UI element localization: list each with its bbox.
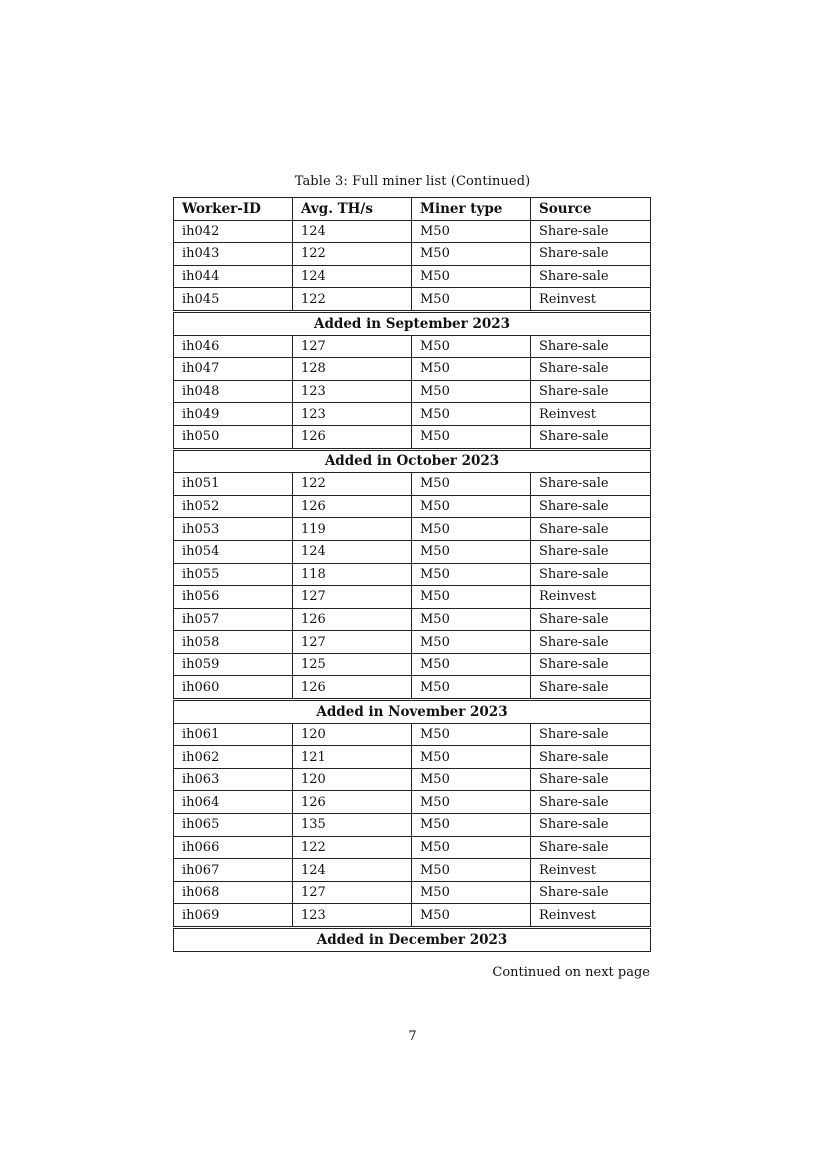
table-caption: Table 3: Full miner list (Continued) [294, 174, 531, 189]
source-cell: Share-sale [531, 518, 651, 541]
miner-table [173, 197, 651, 952]
table-row [174, 653, 651, 676]
avg-ths-cell: 124 [293, 859, 412, 882]
miner-type-cell: M50 [412, 881, 531, 904]
source-cell: Share-sale [531, 563, 651, 586]
miner-type-cell: M50 [412, 586, 531, 609]
source-cell: Reinvest [531, 586, 651, 609]
worker-id-cell: ih043 [174, 243, 293, 266]
worker-id-cell: ih068 [174, 881, 293, 904]
avg-ths-cell: 126 [293, 608, 412, 631]
avg-ths-cell: 121 [293, 746, 412, 769]
worker-id-cell: ih059 [174, 653, 293, 676]
worker-id-cell: ih052 [174, 495, 293, 518]
worker-id-cell: ih062 [174, 746, 293, 769]
source-cell: Share-sale [531, 495, 651, 518]
source-cell: Reinvest [531, 859, 651, 882]
miner-type-cell: M50 [412, 243, 531, 266]
miner-type-cell: M50 [412, 563, 531, 586]
column-header-miner-type: Miner type [412, 198, 531, 221]
source-cell: Share-sale [531, 836, 651, 859]
miner-type-cell: M50 [412, 540, 531, 563]
avg-ths-cell: 126 [293, 791, 412, 814]
worker-id-cell: ih048 [174, 380, 293, 403]
table-row [174, 243, 651, 266]
avg-ths-cell: 124 [293, 540, 412, 563]
table-row [174, 586, 651, 609]
miner-type-cell: M50 [412, 335, 531, 358]
miner-type-cell: M50 [412, 358, 531, 381]
source-cell: Share-sale [531, 380, 651, 403]
section-heading: Added in December 2023 [174, 929, 651, 952]
worker-id-cell: ih065 [174, 814, 293, 837]
avg-ths-cell: 127 [293, 586, 412, 609]
worker-id-cell: ih066 [174, 836, 293, 859]
worker-id-cell: ih057 [174, 608, 293, 631]
table-row [174, 425, 651, 448]
table-header-row [174, 198, 651, 221]
miner-type-cell: M50 [412, 425, 531, 448]
worker-id-cell: ih042 [174, 220, 293, 243]
avg-ths-cell: 123 [293, 380, 412, 403]
miner-type-cell: M50 [412, 518, 531, 541]
worker-id-cell: ih069 [174, 904, 293, 927]
worker-id-cell: ih060 [174, 676, 293, 699]
miner-type-cell: M50 [412, 631, 531, 654]
miner-type-cell: M50 [412, 676, 531, 699]
avg-ths-cell: 135 [293, 814, 412, 837]
table-row [174, 220, 651, 243]
miner-type-cell: M50 [412, 836, 531, 859]
source-cell: Share-sale [531, 881, 651, 904]
worker-id-cell: ih053 [174, 518, 293, 541]
source-cell: Share-sale [531, 653, 651, 676]
source-cell: Share-sale [531, 473, 651, 496]
avg-ths-cell: 123 [293, 403, 412, 426]
source-cell: Share-sale [531, 358, 651, 381]
table-row [174, 563, 651, 586]
worker-id-cell: ih045 [174, 288, 293, 311]
source-cell: Share-sale [531, 335, 651, 358]
avg-ths-cell: 127 [293, 631, 412, 654]
miner-type-cell: M50 [412, 746, 531, 769]
worker-id-cell: ih058 [174, 631, 293, 654]
table-row [174, 859, 651, 882]
avg-ths-cell: 122 [293, 836, 412, 859]
worker-id-cell: ih063 [174, 768, 293, 791]
section-heading: Added in September 2023 [174, 312, 651, 335]
avg-ths-cell: 122 [293, 473, 412, 496]
source-cell: Share-sale [531, 540, 651, 563]
avg-ths-cell: 128 [293, 358, 412, 381]
avg-ths-cell: 125 [293, 653, 412, 676]
source-cell: Share-sale [531, 631, 651, 654]
table-row [174, 335, 651, 358]
table-row [174, 495, 651, 518]
miner-table-container [173, 197, 650, 952]
source-cell: Share-sale [531, 265, 651, 288]
miner-type-cell: M50 [412, 608, 531, 631]
table-row [174, 631, 651, 654]
avg-ths-cell: 124 [293, 265, 412, 288]
table-row [174, 403, 651, 426]
worker-id-cell: ih044 [174, 265, 293, 288]
avg-ths-cell: 127 [293, 881, 412, 904]
table-row [174, 358, 651, 381]
section-heading-row [174, 450, 651, 473]
worker-id-cell: ih054 [174, 540, 293, 563]
worker-id-cell: ih047 [174, 358, 293, 381]
avg-ths-cell: 120 [293, 723, 412, 746]
source-cell: Reinvest [531, 904, 651, 927]
miner-type-cell: M50 [412, 403, 531, 426]
source-cell: Share-sale [531, 243, 651, 266]
miner-type-cell: M50 [412, 220, 531, 243]
table-row [174, 676, 651, 699]
avg-ths-cell: 120 [293, 768, 412, 791]
avg-ths-cell: 123 [293, 904, 412, 927]
table-row [174, 540, 651, 563]
source-cell: Share-sale [531, 723, 651, 746]
miner-type-cell: M50 [412, 768, 531, 791]
section-heading-row [174, 701, 651, 724]
column-header-worker-id: Worker-ID [174, 198, 293, 221]
avg-ths-cell: 122 [293, 288, 412, 311]
worker-id-cell: ih051 [174, 473, 293, 496]
section-heading: Added in November 2023 [174, 701, 651, 724]
miner-type-cell: M50 [412, 288, 531, 311]
miner-type-cell: M50 [412, 904, 531, 927]
avg-ths-cell: 127 [293, 335, 412, 358]
source-cell: Share-sale [531, 676, 651, 699]
column-header-source: Source [531, 198, 651, 221]
table-row [174, 768, 651, 791]
worker-id-cell: ih050 [174, 425, 293, 448]
table-row [174, 881, 651, 904]
source-cell: Reinvest [531, 288, 651, 311]
worker-id-cell: ih055 [174, 563, 293, 586]
worker-id-cell: ih046 [174, 335, 293, 358]
table-row [174, 814, 651, 837]
source-cell: Reinvest [531, 403, 651, 426]
miner-type-cell: M50 [412, 265, 531, 288]
continued-note: Continued on next page [492, 965, 650, 980]
worker-id-cell: ih049 [174, 403, 293, 426]
table-body [174, 220, 651, 951]
table-row [174, 791, 651, 814]
source-cell: Share-sale [531, 425, 651, 448]
avg-ths-cell: 126 [293, 425, 412, 448]
worker-id-cell: ih067 [174, 859, 293, 882]
table-row [174, 904, 651, 927]
column-header-avg-ths: Avg. TH/s [293, 198, 412, 221]
section-heading-row [174, 929, 651, 952]
avg-ths-cell: 118 [293, 563, 412, 586]
source-cell: Share-sale [531, 220, 651, 243]
worker-id-cell: ih056 [174, 586, 293, 609]
avg-ths-cell: 119 [293, 518, 412, 541]
miner-type-cell: M50 [412, 814, 531, 837]
worker-id-cell: ih064 [174, 791, 293, 814]
page-number: 7 [408, 1029, 417, 1044]
section-heading: Added in October 2023 [174, 450, 651, 473]
avg-ths-cell: 126 [293, 676, 412, 699]
source-cell: Share-sale [531, 608, 651, 631]
table-row [174, 380, 651, 403]
source-cell: Share-sale [531, 746, 651, 769]
avg-ths-cell: 126 [293, 495, 412, 518]
miner-type-cell: M50 [412, 380, 531, 403]
worker-id-cell: ih061 [174, 723, 293, 746]
table-row [174, 518, 651, 541]
source-cell: Share-sale [531, 791, 651, 814]
table-row [174, 723, 651, 746]
section-heading-row [174, 312, 651, 335]
table-row [174, 836, 651, 859]
table-row [174, 265, 651, 288]
table-row [174, 608, 651, 631]
table-row [174, 746, 651, 769]
table-row [174, 473, 651, 496]
miner-type-cell: M50 [412, 473, 531, 496]
miner-type-cell: M50 [412, 495, 531, 518]
source-cell: Share-sale [531, 814, 651, 837]
avg-ths-cell: 124 [293, 220, 412, 243]
table-row [174, 288, 651, 311]
miner-type-cell: M50 [412, 723, 531, 746]
miner-type-cell: M50 [412, 859, 531, 882]
miner-type-cell: M50 [412, 791, 531, 814]
miner-type-cell: M50 [412, 653, 531, 676]
source-cell: Share-sale [531, 768, 651, 791]
avg-ths-cell: 122 [293, 243, 412, 266]
